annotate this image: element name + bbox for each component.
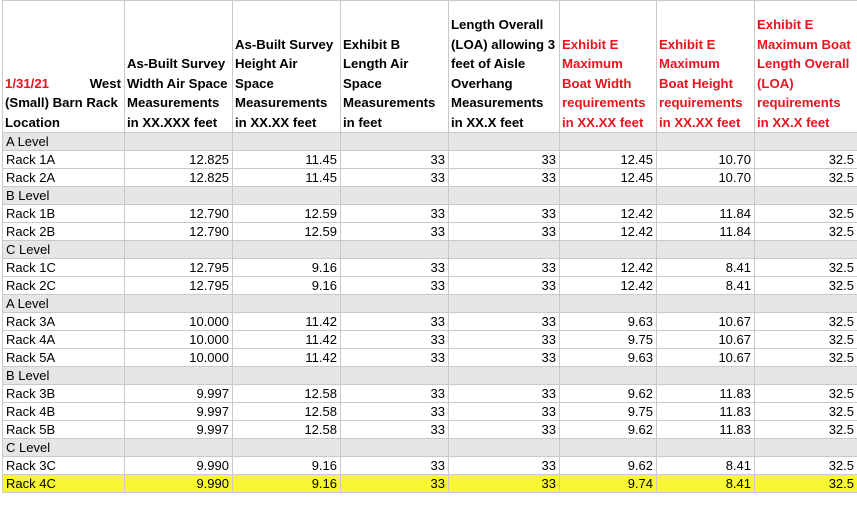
header-width[interactable]: As-Built Survey Width Air Space Measurements in XX.XXX feet	[125, 1, 233, 133]
cell-mw[interactable]: 9.63	[560, 349, 657, 367]
cell-mh[interactable]: 8.41	[657, 457, 755, 475]
cell-w[interactable]: 9.990	[125, 457, 233, 475]
cell-loa[interactable]: 33	[449, 421, 560, 439]
cell-mh[interactable]: 10.67	[657, 313, 755, 331]
cell-loa[interactable]: 33	[449, 205, 560, 223]
cell-h[interactable]: 9.16	[233, 457, 341, 475]
table-row	[3, 457, 857, 475]
cell-mh[interactable]: 11.83	[657, 421, 755, 439]
cell-ml[interactable]: 32.5	[755, 457, 857, 475]
empty-cell[interactable]	[560, 241, 657, 259]
header-max-height[interactable]: Exhibit E Maximum Boat Height requirements in XX.XX feet	[657, 1, 755, 133]
header-max-width[interactable]: Exhibit E Maximum Boat Width requirements in XX.XX feet	[560, 1, 657, 133]
level-label[interactable]: B Level	[3, 187, 125, 205]
empty-cell[interactable]	[125, 133, 233, 151]
cell-loc[interactable]: Rack 4B	[3, 403, 125, 421]
cell-ml[interactable]: 32.5	[755, 403, 857, 421]
empty-cell[interactable]	[755, 133, 857, 151]
header-loa[interactable]: Length Overall (LOA) allowing 3 feet of Aisle Overhang Measurements in XX.X feet	[449, 1, 560, 133]
cell-loc[interactable]: Rack 1C	[3, 259, 125, 277]
header-location[interactable]	[3, 1, 125, 133]
cell-loc[interactable]: Rack 5A	[3, 349, 125, 367]
empty-cell[interactable]	[755, 439, 857, 457]
empty-cell[interactable]	[125, 241, 233, 259]
level-band-row	[3, 367, 857, 385]
empty-cell[interactable]	[657, 367, 755, 385]
empty-cell[interactable]	[657, 133, 755, 151]
header-length-b[interactable]: Exhibit B Length Air Space Measurements in feet	[341, 1, 449, 133]
cell-w[interactable]: 9.990	[125, 475, 233, 493]
cell-loa[interactable]: 33	[449, 169, 560, 187]
empty-cell[interactable]	[449, 187, 560, 205]
cell-h[interactable]: 12.58	[233, 403, 341, 421]
cell-loc[interactable]: Rack 1A	[3, 151, 125, 169]
cell-mh[interactable]: 11.84	[657, 205, 755, 223]
rack-spreadsheet	[2, 0, 857, 493]
empty-cell[interactable]	[657, 439, 755, 457]
cell-loc[interactable]: Rack 2C	[3, 277, 125, 295]
cell-h[interactable]: 11.42	[233, 313, 341, 331]
empty-cell[interactable]	[341, 295, 449, 313]
cell-loc[interactable]: Rack 4A	[3, 331, 125, 349]
cell-loa[interactable]: 33	[449, 259, 560, 277]
cell-b[interactable]: 33	[341, 313, 449, 331]
cell-mh[interactable]: 10.70	[657, 151, 755, 169]
cell-mh[interactable]: 11.84	[657, 223, 755, 241]
empty-cell[interactable]	[341, 133, 449, 151]
cell-h[interactable]: 11.45	[233, 169, 341, 187]
cell-mw[interactable]: 12.45	[560, 151, 657, 169]
cell-h[interactable]: 11.45	[233, 151, 341, 169]
header-date: 1/31/21	[5, 75, 49, 91]
empty-cell[interactable]	[755, 241, 857, 259]
cell-ml[interactable]: 32.5	[755, 223, 857, 241]
cell-b[interactable]: 33	[341, 475, 449, 493]
cell-mw[interactable]: 9.62	[560, 457, 657, 475]
cell-b[interactable]: 33	[341, 169, 449, 187]
cell-b[interactable]: 33	[341, 331, 449, 349]
cell-mw[interactable]: 9.62	[560, 385, 657, 403]
cell-ml[interactable]: 32.5	[755, 349, 857, 367]
cell-mh[interactable]: 8.41	[657, 277, 755, 295]
empty-cell[interactable]	[125, 295, 233, 313]
cell-w[interactable]: 12.790	[125, 205, 233, 223]
cell-loa[interactable]: 33	[449, 331, 560, 349]
cell-mw[interactable]: 9.74	[560, 475, 657, 493]
empty-cell[interactable]	[657, 187, 755, 205]
header-max-length[interactable]: Exhibit E Maximum Boat Length Overall (LOA) requirements in XX.X feet	[755, 1, 857, 133]
cell-b[interactable]: 33	[341, 205, 449, 223]
table-row	[3, 205, 857, 223]
cell-b[interactable]: 33	[341, 151, 449, 169]
cell-h[interactable]: 9.16	[233, 259, 341, 277]
table-row	[3, 259, 857, 277]
cell-ml[interactable]: 32.5	[755, 331, 857, 349]
table-row	[3, 169, 857, 187]
cell-h[interactable]: 12.59	[233, 205, 341, 223]
cell-w[interactable]: 9.997	[125, 385, 233, 403]
cell-h[interactable]: 12.58	[233, 421, 341, 439]
cell-mh[interactable]: 10.70	[657, 169, 755, 187]
table-row	[3, 421, 857, 439]
cell-mw[interactable]: 9.75	[560, 331, 657, 349]
cell-b[interactable]: 33	[341, 457, 449, 475]
header-row	[3, 1, 857, 133]
header-location-line2: (Small) Barn Rack	[5, 95, 118, 110]
cell-mh[interactable]: 8.41	[657, 475, 755, 493]
table-row	[3, 385, 857, 403]
cell-w[interactable]: 9.997	[125, 421, 233, 439]
empty-cell[interactable]	[341, 367, 449, 385]
cell-mw[interactable]: 12.42	[560, 223, 657, 241]
cell-b[interactable]: 33	[341, 223, 449, 241]
cell-loa[interactable]: 33	[449, 475, 560, 493]
cell-ml[interactable]: 32.5	[755, 169, 857, 187]
cell-loa[interactable]: 33	[449, 349, 560, 367]
cell-ml[interactable]: 32.5	[755, 259, 857, 277]
cell-mh[interactable]: 10.67	[657, 349, 755, 367]
cell-mw[interactable]: 12.42	[560, 205, 657, 223]
empty-cell[interactable]	[233, 367, 341, 385]
empty-cell[interactable]	[125, 187, 233, 205]
cell-loa[interactable]: 33	[449, 457, 560, 475]
empty-cell[interactable]	[125, 367, 233, 385]
cell-w[interactable]: 12.795	[125, 259, 233, 277]
table-row	[3, 349, 857, 367]
cell-loa[interactable]: 33	[449, 385, 560, 403]
table-row	[3, 277, 857, 295]
header-height[interactable]: As-Built Survey Height Air Space Measurements in XX.XX feet	[233, 1, 341, 133]
cell-loc[interactable]: Rack 3B	[3, 385, 125, 403]
table-row	[3, 223, 857, 241]
cell-ml[interactable]: 32.5	[755, 151, 857, 169]
empty-cell[interactable]	[233, 439, 341, 457]
empty-cell[interactable]	[560, 367, 657, 385]
empty-cell[interactable]	[560, 295, 657, 313]
cell-h[interactable]: 12.58	[233, 385, 341, 403]
empty-cell[interactable]	[233, 295, 341, 313]
empty-cell[interactable]	[449, 133, 560, 151]
cell-loa[interactable]: 33	[449, 223, 560, 241]
cell-loc[interactable]: Rack 3C	[3, 457, 125, 475]
empty-cell[interactable]	[449, 295, 560, 313]
level-band-row	[3, 187, 857, 205]
empty-cell[interactable]	[560, 133, 657, 151]
cell-b[interactable]: 33	[341, 349, 449, 367]
level-label[interactable]: B Level	[3, 367, 125, 385]
cell-mh[interactable]: 11.83	[657, 403, 755, 421]
level-band-row	[3, 439, 857, 457]
cell-w[interactable]: 10.000	[125, 331, 233, 349]
cell-loc[interactable]: Rack 2A	[3, 169, 125, 187]
header-location-line3: Location	[5, 114, 60, 130]
empty-cell[interactable]	[233, 241, 341, 259]
table-row	[3, 331, 857, 349]
cell-loc[interactable]: Rack 2B	[3, 223, 125, 241]
cell-h[interactable]: 12.59	[233, 223, 341, 241]
header-location-rest: West	[89, 75, 121, 91]
cell-b[interactable]: 33	[341, 421, 449, 439]
cell-loa[interactable]: 33	[449, 277, 560, 295]
cell-w[interactable]: 12.825	[125, 151, 233, 169]
cell-ml[interactable]: 32.5	[755, 421, 857, 439]
level-band-row	[3, 295, 857, 313]
empty-cell[interactable]	[233, 187, 341, 205]
cell-h[interactable]: 11.42	[233, 349, 341, 367]
cell-w[interactable]: 12.795	[125, 277, 233, 295]
cell-loc[interactable]: Rack 1B	[3, 205, 125, 223]
empty-cell[interactable]	[449, 241, 560, 259]
level-band-row	[3, 133, 857, 151]
cell-w[interactable]: 10.000	[125, 349, 233, 367]
level-label[interactable]: C Level	[3, 241, 125, 259]
cell-loc[interactable]: Rack 5B	[3, 421, 125, 439]
empty-cell[interactable]	[341, 241, 449, 259]
level-label[interactable]: A Level	[3, 133, 125, 151]
cell-h[interactable]: 11.42	[233, 331, 341, 349]
cell-loa[interactable]: 33	[449, 313, 560, 331]
cell-loc[interactable]: Rack 3A	[3, 313, 125, 331]
cell-h[interactable]: 9.16	[233, 277, 341, 295]
cell-mw[interactable]: 9.63	[560, 313, 657, 331]
cell-mw[interactable]: 12.42	[560, 277, 657, 295]
cell-mw[interactable]: 12.45	[560, 169, 657, 187]
cell-b[interactable]: 33	[341, 259, 449, 277]
cell-h[interactable]: 9.16	[233, 475, 341, 493]
cell-mw[interactable]: 12.42	[560, 259, 657, 277]
empty-cell[interactable]	[657, 241, 755, 259]
empty-cell[interactable]	[125, 439, 233, 457]
cell-mh[interactable]: 11.83	[657, 385, 755, 403]
table-row	[3, 313, 857, 331]
table-row	[3, 403, 857, 421]
cell-loc[interactable]: Rack 4C	[3, 475, 125, 493]
empty-cell[interactable]	[755, 187, 857, 205]
level-band-row	[3, 241, 857, 259]
cell-ml[interactable]: 32.5	[755, 385, 857, 403]
cell-w[interactable]: 10.000	[125, 313, 233, 331]
cell-ml[interactable]: 32.5	[755, 277, 857, 295]
cell-b[interactable]: 33	[341, 277, 449, 295]
empty-cell[interactable]	[449, 367, 560, 385]
empty-cell[interactable]	[657, 295, 755, 313]
cell-w[interactable]: 12.825	[125, 169, 233, 187]
table-row	[3, 475, 857, 493]
cell-loa[interactable]: 33	[449, 151, 560, 169]
cell-mw[interactable]: 9.62	[560, 421, 657, 439]
empty-cell[interactable]	[560, 187, 657, 205]
cell-ml[interactable]: 32.5	[755, 313, 857, 331]
cell-mh[interactable]: 8.41	[657, 259, 755, 277]
empty-cell[interactable]	[755, 367, 857, 385]
cell-ml[interactable]: 32.5	[755, 205, 857, 223]
cell-w[interactable]: 12.790	[125, 223, 233, 241]
empty-cell[interactable]	[233, 133, 341, 151]
level-label[interactable]: C Level	[3, 439, 125, 457]
cell-mw[interactable]: 9.75	[560, 403, 657, 421]
cell-ml[interactable]: 32.5	[755, 475, 857, 493]
level-label[interactable]: A Level	[3, 295, 125, 313]
cell-w[interactable]: 9.997	[125, 403, 233, 421]
cell-loa[interactable]: 33	[449, 403, 560, 421]
empty-cell[interactable]	[560, 439, 657, 457]
table-row	[3, 151, 857, 169]
empty-cell[interactable]	[755, 295, 857, 313]
empty-cell[interactable]	[341, 187, 449, 205]
cell-mh[interactable]: 10.67	[657, 331, 755, 349]
empty-cell[interactable]	[341, 439, 449, 457]
cell-b[interactable]: 33	[341, 385, 449, 403]
empty-cell[interactable]	[449, 439, 560, 457]
cell-b[interactable]: 33	[341, 403, 449, 421]
